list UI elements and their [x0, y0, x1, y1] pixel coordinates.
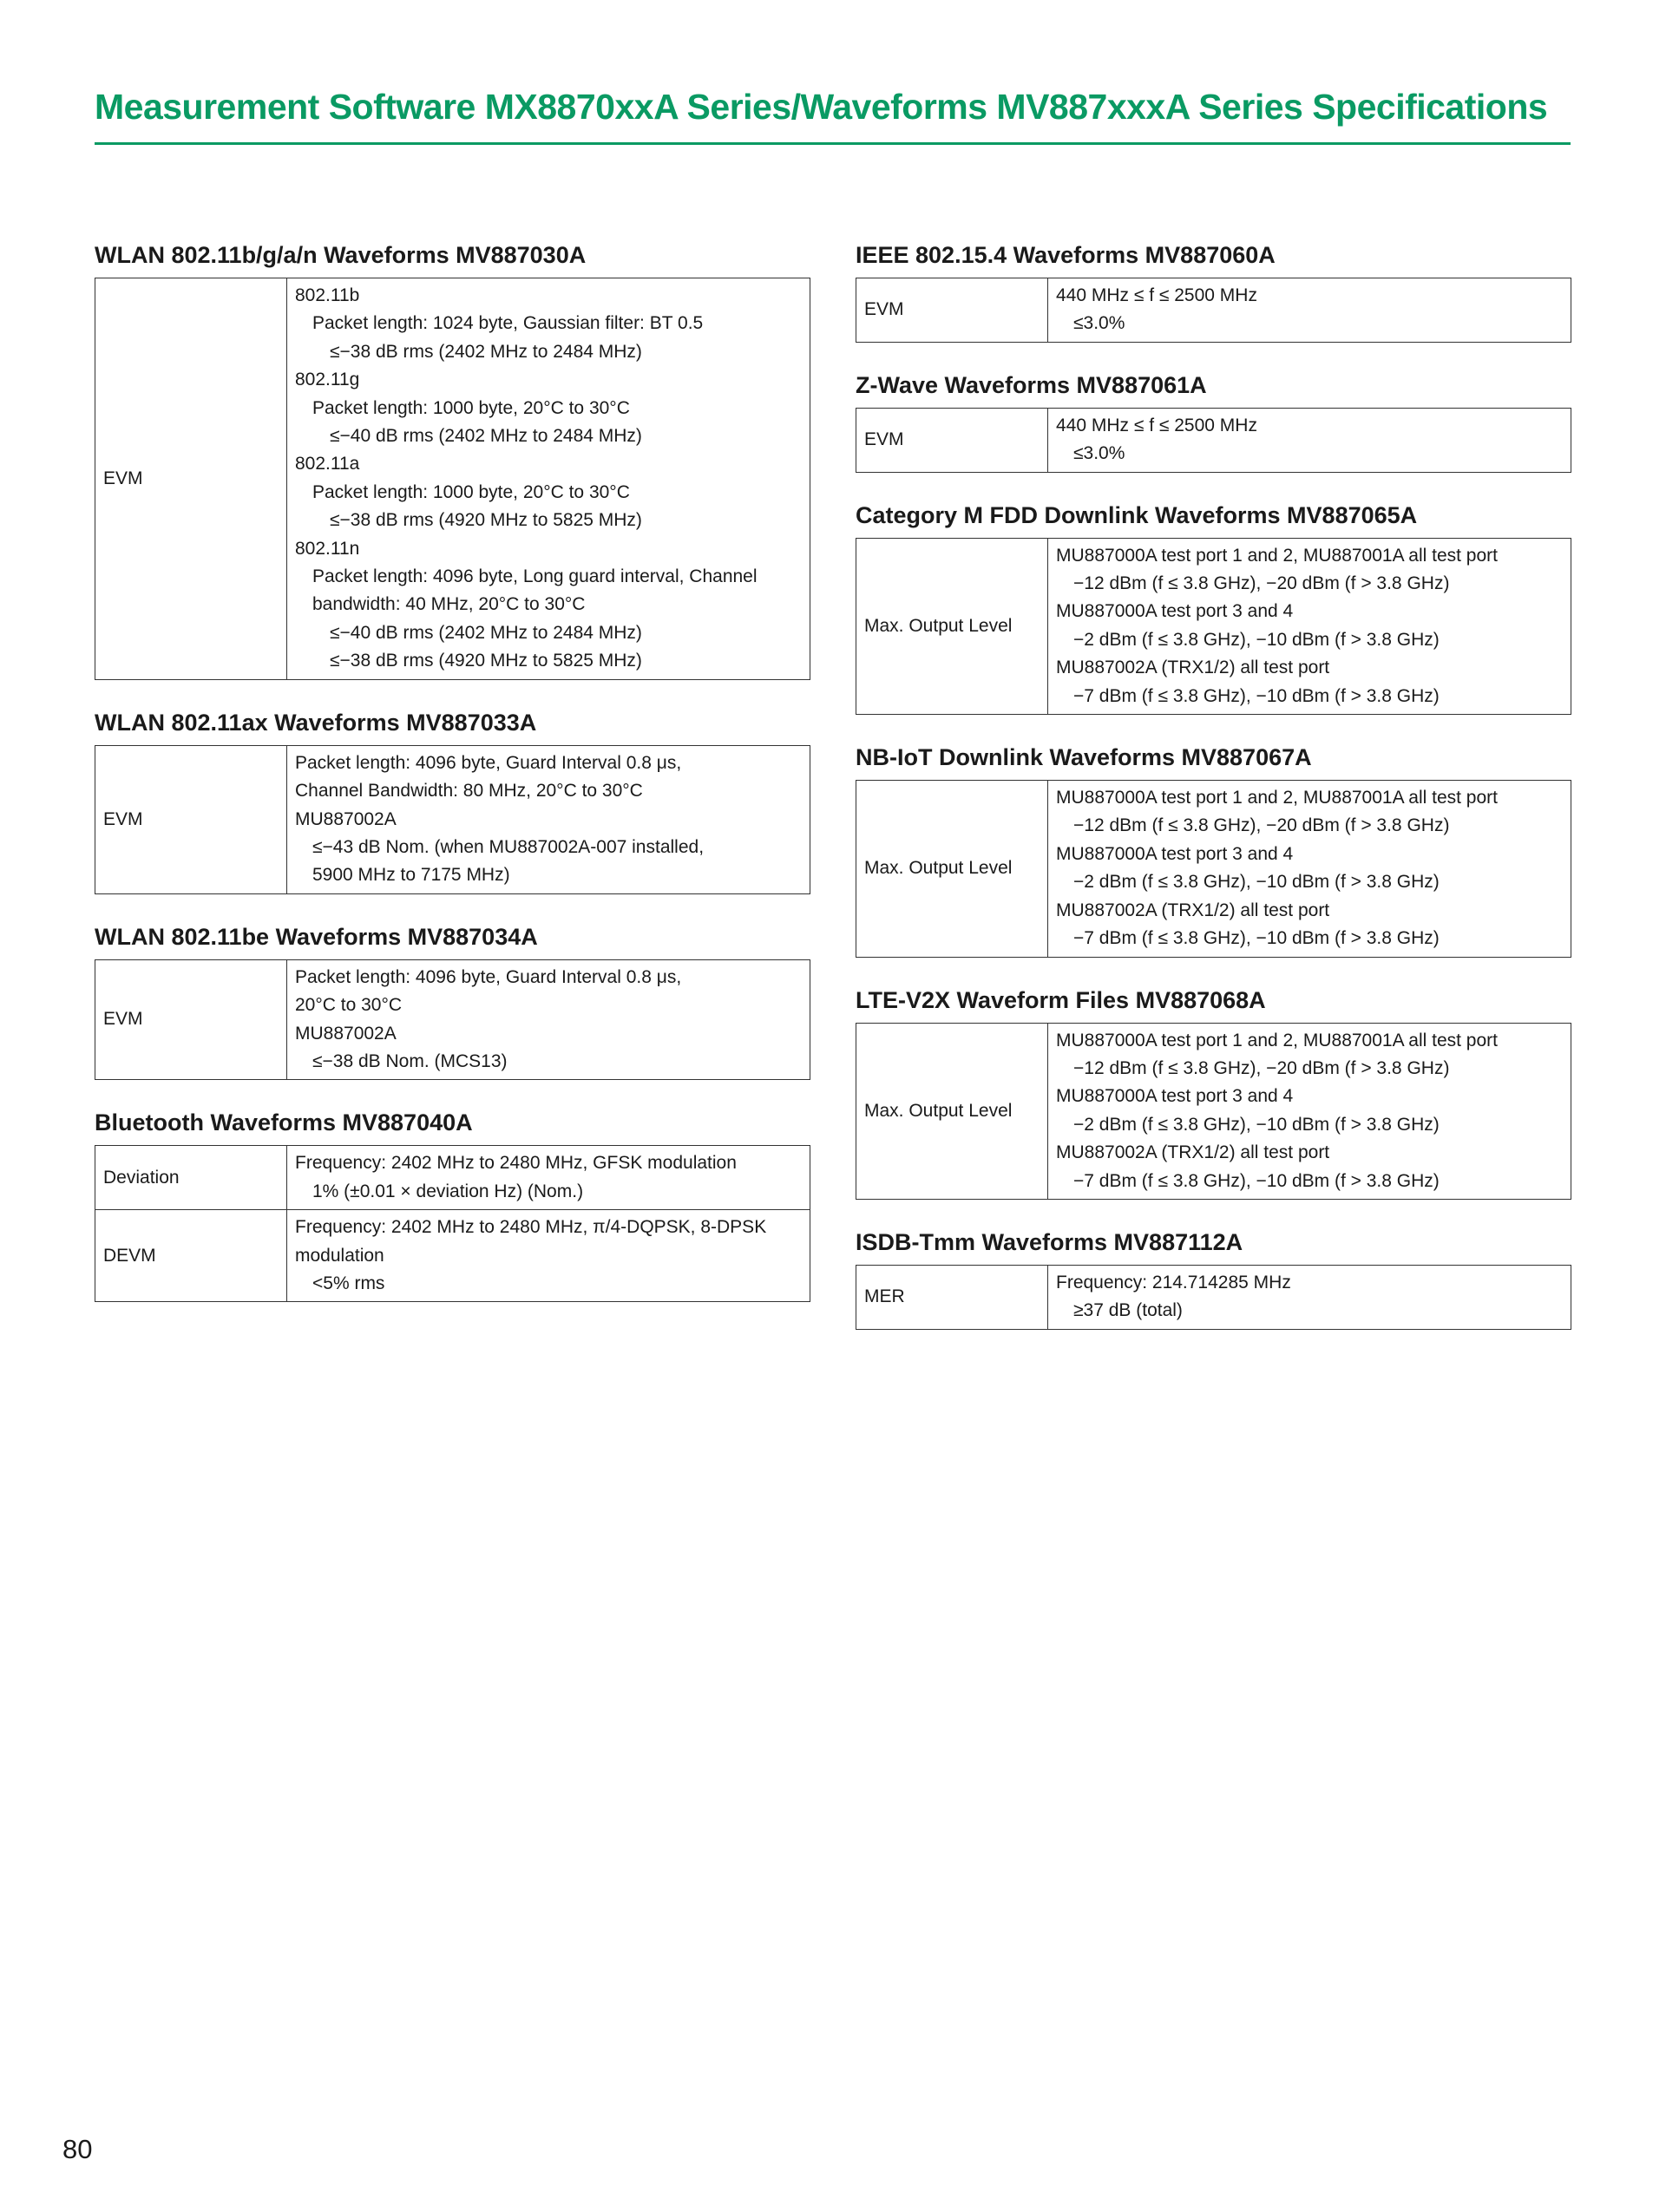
parameter-value	[287, 745, 810, 893]
value-line: ≤−38 dB rms (2402 MHz to 2484 MHz)	[330, 341, 642, 362]
spec-section-wlan-802-11be-waveforms-mv887034a	[95, 921, 810, 1081]
value-line: modulation	[295, 1245, 384, 1266]
section-title: LTE-V2X Waveform Files MV887068A	[856, 986, 1266, 1013]
spec-section-category-m-fdd-downlink-waveforms-mv887065a	[856, 500, 1571, 715]
value-line: Packet length: 4096 byte, Long guard interval, Channel	[312, 566, 758, 587]
parameter-name: EVM	[95, 278, 287, 680]
value-line: 1% (±0.01 × deviation Hz) (Nom.)	[312, 1181, 584, 1201]
value-line: MU887002A (TRX1/2) all test port	[1056, 658, 1330, 678]
spec-row	[856, 538, 1571, 714]
parameter-value	[1048, 538, 1571, 714]
spec-row	[856, 278, 1571, 343]
title-divider	[95, 142, 1571, 145]
value-line: Channel Bandwidth: 80 MHz, 20°C to 30°C	[295, 781, 643, 802]
value-line: MU887000A test port 3 and 4	[1056, 1086, 1294, 1107]
spec-table	[856, 538, 1571, 715]
spec-table	[95, 278, 810, 680]
parameter-name: Max. Output Level	[856, 538, 1048, 714]
value-line: MU887000A test port 3 and 4	[1056, 601, 1294, 622]
spec-row	[95, 1210, 810, 1302]
value-line: MU887002A	[295, 808, 397, 829]
value-line: ≤3.0%	[1073, 313, 1125, 334]
value-line: 802.11n	[295, 538, 360, 559]
spec-section-wlan-802-11b-g-a-n-waveforms-mv887030a	[95, 239, 810, 680]
spec-section-isdb-tmm-waveforms-mv887112a	[856, 1227, 1571, 1330]
parameter-value	[287, 1210, 810, 1302]
parameter-value	[287, 959, 810, 1080]
spec-row	[856, 408, 1571, 472]
right-column	[856, 239, 1571, 1357]
value-line: MU887002A (TRX1/2) all test port	[1056, 1142, 1330, 1163]
value-line: −12 dBm (f ≤ 3.8 GHz), −20 dBm (f > 3.8 GHz)	[1073, 1057, 1450, 1078]
value-line: 802.11g	[295, 370, 360, 390]
section-title: Category M FDD Downlink Waveforms MV887065A	[856, 501, 1418, 528]
value-line: ≤−40 dB rms (2402 MHz to 2484 MHz)	[330, 622, 642, 643]
value-line: 20°C to 30°C	[295, 995, 403, 1016]
parameter-name: EVM	[856, 408, 1048, 472]
section-title: WLAN 802.11b/g/a/n Waveforms MV887030A	[95, 242, 587, 268]
value-line: −12 dBm (f ≤ 3.8 GHz), −20 dBm (f > 3.8 GHz)	[1073, 815, 1450, 836]
parameter-value	[1048, 408, 1571, 472]
value-line: Packet length: 1000 byte, 20°C to 30°C	[312, 397, 630, 418]
spec-section-z-wave-waveforms-mv887061a	[856, 370, 1571, 473]
spec-table	[856, 278, 1571, 343]
spec-row	[95, 278, 810, 680]
spec-section-nb-iot-downlink-waveforms-mv887067a	[856, 742, 1571, 957]
parameter-name: EVM	[856, 278, 1048, 343]
section-title: Bluetooth Waveforms MV887040A	[95, 1109, 473, 1136]
spec-table	[95, 1145, 810, 1302]
value-line: −2 dBm (f ≤ 3.8 GHz), −10 dBm (f > 3.8 GHz)	[1073, 1114, 1440, 1135]
parameter-name: Max. Output Level	[856, 781, 1048, 957]
value-line: ≥37 dB (total)	[1073, 1300, 1183, 1321]
value-line: −12 dBm (f ≤ 3.8 GHz), −20 dBm (f > 3.8 GHz)	[1073, 573, 1450, 594]
value-line: −2 dBm (f ≤ 3.8 GHz), −10 dBm (f > 3.8 GHz)	[1073, 629, 1440, 650]
spec-section-lte-v2x-waveform-files-mv887068a	[856, 985, 1571, 1200]
spec-row	[95, 745, 810, 893]
page-title: Measurement Software MX8870xxA Series/Waveforms MV887xxxA Series Specifications	[95, 87, 1548, 127]
value-line: ≤−38 dB rms (4920 MHz to 5825 MHz)	[330, 510, 642, 531]
spec-row	[856, 1265, 1571, 1329]
spec-section-wlan-802-11ax-waveforms-mv887033a	[95, 707, 810, 894]
left-column	[95, 239, 810, 1329]
value-line: ≤3.0%	[1073, 443, 1125, 464]
value-line: ≤−43 dB Nom. (when MU887002A-007 installed,	[312, 836, 705, 857]
section-title: IEEE 802.15.4 Waveforms MV887060A	[856, 242, 1276, 268]
section-title: Z-Wave Waveforms MV887061A	[856, 371, 1207, 398]
value-line: MU887000A test port 1 and 2, MU887001A all test port	[1056, 545, 1498, 566]
parameter-name: DEVM	[95, 1210, 287, 1302]
value-line: −2 dBm (f ≤ 3.8 GHz), −10 dBm (f > 3.8 GHz)	[1073, 872, 1440, 893]
value-line: Frequency: 214.714285 MHz	[1056, 1272, 1291, 1293]
spec-section-ieee-802-15-4-waveforms-mv887060a	[856, 239, 1571, 343]
value-line: Packet length: 1000 byte, 20°C to 30°C	[312, 481, 630, 502]
value-line: −7 dBm (f ≤ 3.8 GHz), −10 dBm (f > 3.8 GHz)	[1073, 685, 1440, 706]
section-title: WLAN 802.11ax Waveforms MV887033A	[95, 709, 537, 736]
value-line: MU887002A	[295, 1023, 397, 1044]
spec-table	[856, 780, 1571, 957]
parameter-value	[287, 278, 810, 680]
spec-row	[856, 1023, 1571, 1199]
value-line: MU887000A test port 1 and 2, MU887001A all test port	[1056, 788, 1498, 808]
spec-table	[856, 408, 1571, 473]
value-line: MU887002A (TRX1/2) all test port	[1056, 900, 1330, 920]
value-line: 440 MHz ≤ f ≤ 2500 MHz	[1056, 415, 1257, 435]
spec-row	[856, 781, 1571, 957]
value-line: ≤−38 dB Nom. (MCS13)	[312, 1050, 508, 1071]
value-line: Frequency: 2402 MHz to 2480 MHz, π/4-DQPSK, 8-DPSK	[295, 1217, 767, 1238]
section-title: ISDB-Tmm Waveforms MV887112A	[856, 1228, 1243, 1255]
spec-table	[95, 959, 810, 1081]
section-title: WLAN 802.11be Waveforms MV887034A	[95, 923, 538, 950]
value-line: 802.11b	[295, 285, 360, 305]
parameter-value	[1048, 1265, 1571, 1329]
value-line: 5900 MHz to 7175 MHz)	[312, 865, 510, 886]
parameter-name: Deviation	[95, 1146, 287, 1210]
value-line: −7 dBm (f ≤ 3.8 GHz), −10 dBm (f > 3.8 GHz)	[1073, 1170, 1440, 1191]
parameter-value	[1048, 781, 1571, 957]
value-line: 440 MHz ≤ f ≤ 2500 MHz	[1056, 285, 1257, 305]
value-line: ≤−40 dB rms (2402 MHz to 2484 MHz)	[330, 426, 642, 447]
parameter-value	[287, 1146, 810, 1210]
section-title: NB-IoT Downlink Waveforms MV887067A	[856, 744, 1312, 771]
value-line: MU887000A test port 1 and 2, MU887001A all test port	[1056, 1030, 1498, 1050]
spec-table	[856, 1023, 1571, 1200]
spec-row	[95, 959, 810, 1080]
page-number: 80	[62, 2134, 93, 2164]
parameter-name: EVM	[95, 745, 287, 893]
value-line: Packet length: 4096 byte, Guard Interval 0.8 μs,	[295, 752, 682, 773]
value-line: Frequency: 2402 MHz to 2480 MHz, GFSK modulation	[295, 1153, 737, 1174]
parameter-value	[1048, 1023, 1571, 1199]
spec-table	[95, 745, 810, 894]
parameter-name: Max. Output Level	[856, 1023, 1048, 1199]
value-line: MU887000A test port 3 and 4	[1056, 843, 1294, 864]
value-line: bandwidth: 40 MHz, 20°C to 30°C	[312, 594, 586, 615]
value-line: Packet length: 4096 byte, Guard Interval 0.8 μs,	[295, 966, 682, 987]
value-line: 802.11a	[295, 454, 360, 474]
spec-section-bluetooth-waveforms-mv887040a	[95, 1107, 810, 1302]
value-line: <5% rms	[312, 1273, 385, 1293]
value-line: −7 dBm (f ≤ 3.8 GHz), −10 dBm (f > 3.8 GHz)	[1073, 928, 1440, 949]
parameter-name: MER	[856, 1265, 1048, 1329]
value-line: ≤−38 dB rms (4920 MHz to 5825 MHz)	[330, 651, 642, 671]
value-line: Packet length: 1024 byte, Gaussian filter: BT 0.5	[312, 313, 704, 334]
spec-row	[95, 1146, 810, 1210]
parameter-name: EVM	[95, 959, 287, 1080]
parameter-value	[1048, 278, 1571, 343]
spec-table	[856, 1265, 1571, 1330]
